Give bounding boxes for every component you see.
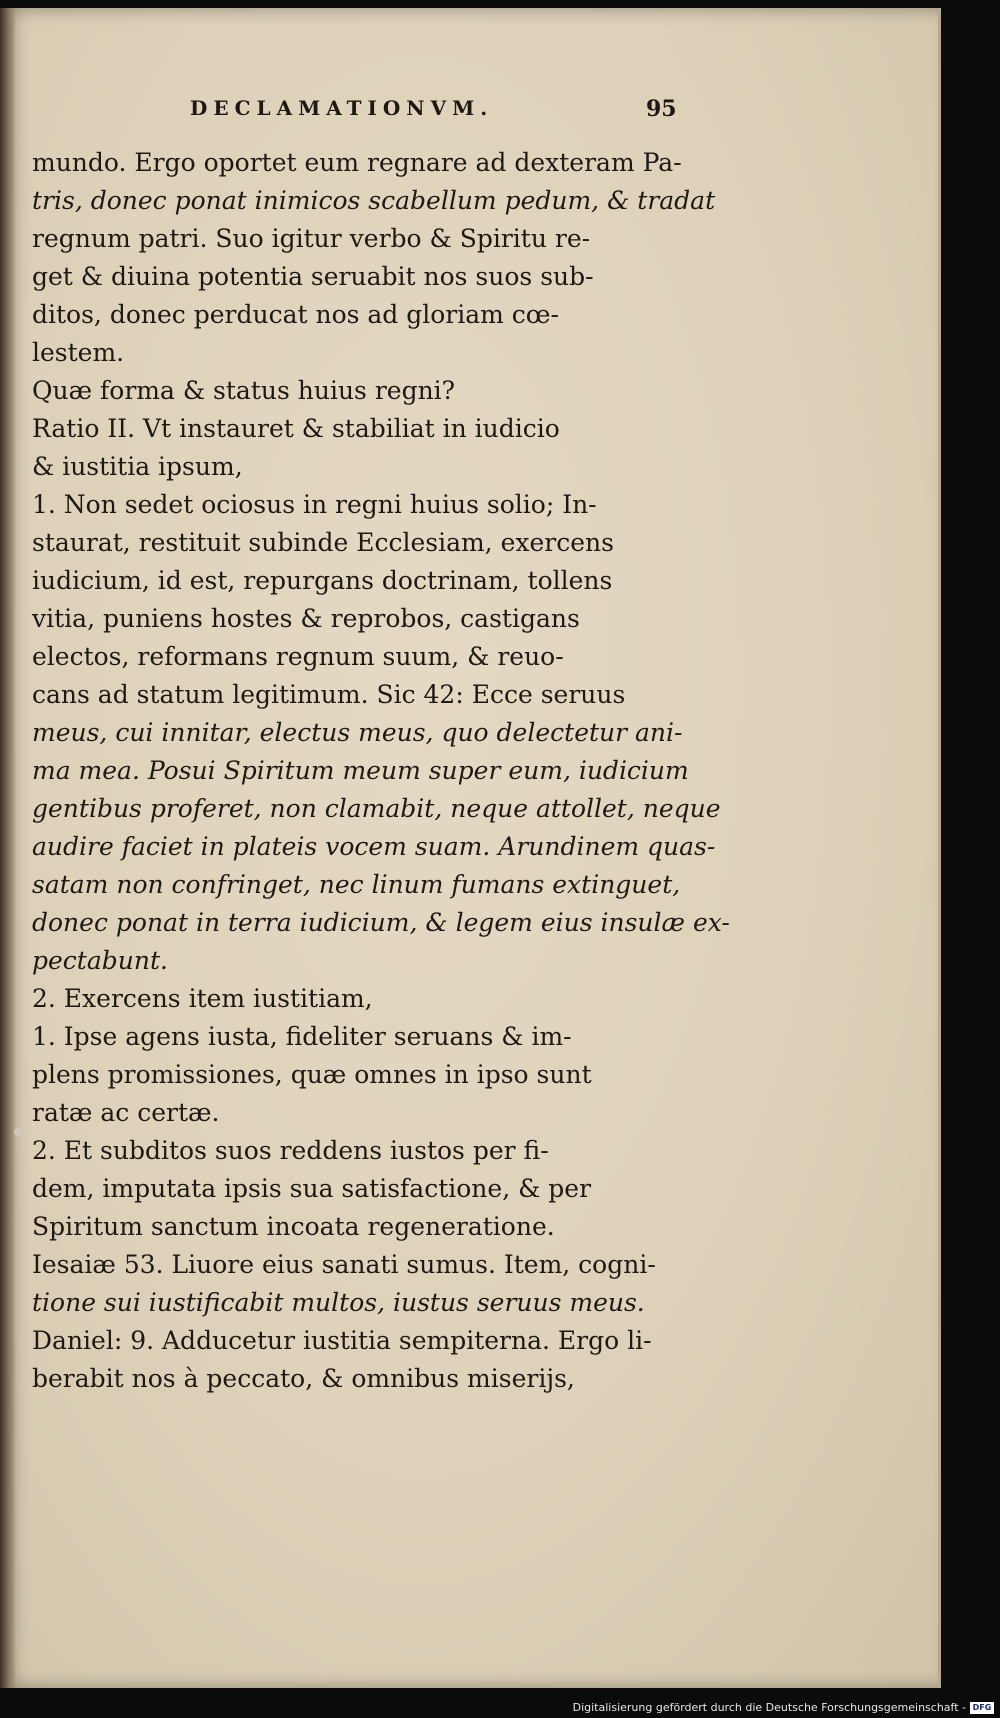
paper-stain	[14, 1128, 22, 1136]
text-line: Iesaiæ 53. Liuore eius sanati sumus. Item, cogni-	[32, 1250, 656, 1279]
text-line: pectabunt.	[32, 946, 168, 975]
text-line: 2. Et subditos suos reddens iustos per fi-	[32, 1136, 549, 1165]
text-line: donec ponat in terra iudicium, & legem eius insulæ ex-	[32, 908, 730, 937]
digitization-credit: Digitalisierung gefördert durch die Deutsche Forschungsgemeinschaft -	[572, 1701, 966, 1714]
text-line: 1. Ipse agens iusta, fideliter seruans & im-	[32, 1022, 572, 1051]
text-line: 2. Exercens item iustitiam,	[32, 984, 373, 1013]
text-line: Spiritum sanctum incoata regeneratione.	[32, 1212, 555, 1241]
text-line: plens promissiones, quæ omnes in ipso sunt	[32, 1060, 592, 1089]
text-line: electos, reformans regnum suum, & reuo-	[32, 642, 564, 671]
text-line: mundo. Ergo oportet eum regnare ad dexteram Pa-	[32, 148, 682, 177]
text-line: dem, imputata ipsis sua satisfactione, & per	[32, 1174, 592, 1203]
text-line: gentibus proferet, non clamabit, neque attollet, neque	[32, 794, 721, 823]
book-page	[0, 8, 941, 1688]
text-line: lestem.	[32, 338, 125, 367]
text-line: vitia, puniens hostes & reprobos, castigans	[32, 604, 580, 633]
text-line: regnum patri. Suo igitur verbo & Spiritu re-	[32, 224, 591, 253]
dfg-logo: DFG	[970, 1702, 994, 1714]
text-line: ma mea. Posui Spiritum meum super eum, iudicium	[32, 756, 689, 785]
text-line: ditos, donec perducat nos ad gloriam cœ-	[32, 300, 559, 329]
text-line: get & diuina potentia seruabit nos suos sub-	[32, 262, 594, 291]
page-number: 95	[646, 96, 677, 122]
text-line: tris, donec ponat inimicos scabellum pedum, & tradat	[32, 186, 716, 215]
text-line: ratæ ac certæ.	[32, 1098, 220, 1127]
text-line: cans ad statum legitimum. Sic 42: Ecce seruus	[32, 680, 626, 709]
text-line: Daniel: 9. Adducetur iustitia sempiterna. Ergo li-	[32, 1326, 652, 1355]
text-line: satam non confringet, nec linum fumans extinguet,	[32, 870, 681, 899]
body-text	[32, 144, 730, 1398]
text-line: audire faciet in plateis vocem suam. Arundinem quas-	[32, 832, 716, 861]
text-line: 1. Non sedet ociosus in regni huius solio; In-	[32, 490, 597, 519]
text-line: meus, cui innitar, electus meus, quo delectetur ani-	[32, 718, 683, 747]
text-line: berabit nos à peccato, & omnibus miserijs,	[32, 1364, 575, 1393]
text-line: staurat, restituit subinde Ecclesiam, exercens	[32, 528, 614, 557]
text-line: Ratio II. Vt instauret & stabiliat in iudicio	[32, 414, 560, 443]
running-head: DECLAMATIONVM.	[190, 96, 494, 120]
text-line: & iustitia ipsum,	[32, 452, 243, 481]
text-line: iudicium, id est, repurgans doctrinam, tollens	[32, 566, 613, 595]
book-spine-shadow	[0, 8, 16, 1688]
text-line: tione sui iustificabit multos, iustus seruus meus.	[32, 1288, 645, 1317]
text-line: Quæ forma & status huius regni?	[32, 376, 456, 405]
